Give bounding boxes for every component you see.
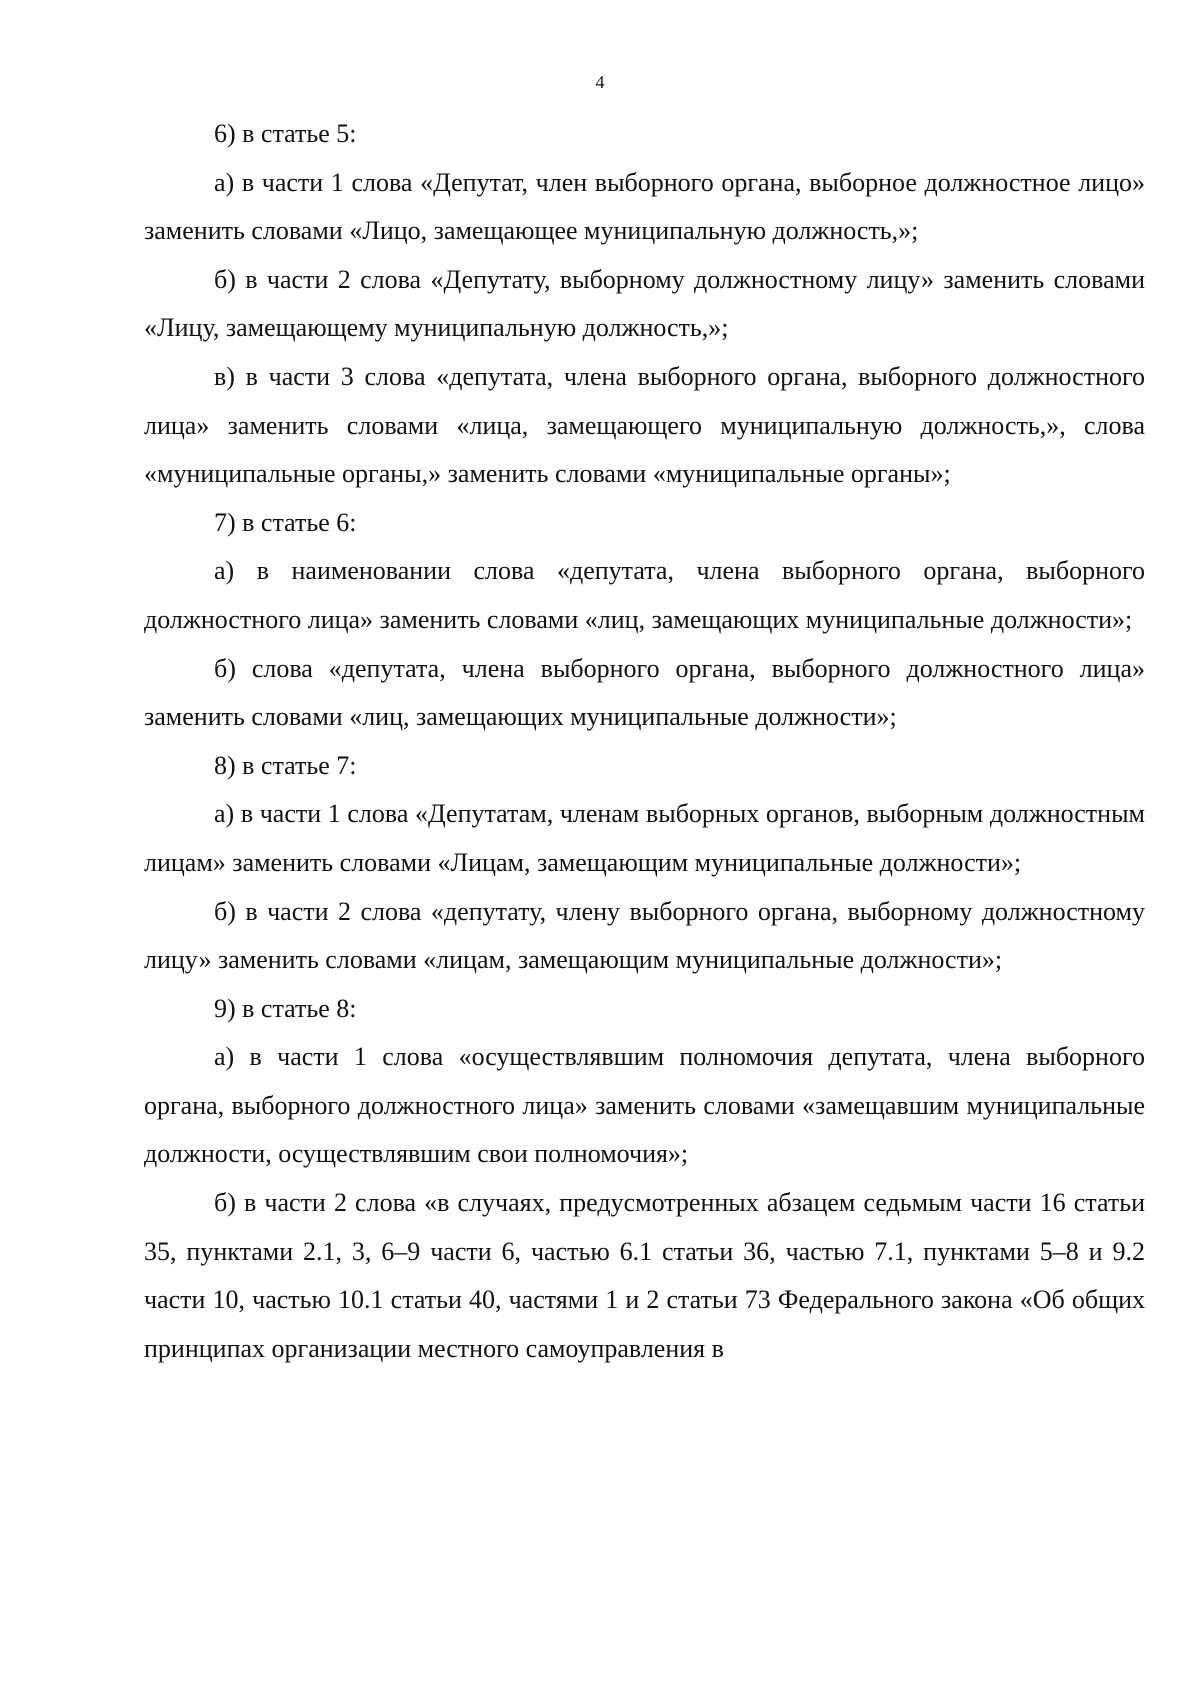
item-8-heading: 8) в статье 7: — [214, 750, 357, 780]
document-body — [144, 110, 1145, 1373]
page-number: 4 — [595, 72, 605, 92]
item-9-heading: 9) в статье 8: — [214, 993, 357, 1023]
item-6-c: в) в части 3 слова «депутата, члена выборного органа, выборного должностного лица» заменить словами «лица, замещающего муниципальную должность,», слова «муниципальные органы,» заменить словами «муниципальные органы»; — [144, 361, 1145, 489]
item-9-a: а) в части 1 слова «осуществлявшим полномочия депутата, члена выборного органа, выборного должностного лица» заменить словами «замещавшим муниципальные должности, осуществлявшим свои полномочия»; — [144, 1042, 1145, 1169]
item-7-b: б) слова «депутата, члена выборного органа, выборного должностного лица» заменить словами «лиц, замещающих муниципальные должности»; — [144, 653, 1145, 732]
item-8-b: б) в части 2 слова «депутату, члену выборного органа, выборному должностному лицу» заменить словами «лицам, замещающим муниципальные должности»; — [144, 896, 1145, 975]
item-7-a: а) в наименовании слова «депутата, члена выборного органа, выборного должностного лица» заменить словами «лиц, замещающих муниципальные должности»; — [144, 556, 1145, 634]
item-6-a: а) в части 1 слова «Депутат, член выборного органа, выборное должностное лицо» заменить словами «Лицо, замещающее муниципальную должность,»; — [144, 167, 1145, 246]
item-8-a: а) в части 1 слова «Депутатам, членам выборных органов, выборным должностным лицам» заменить словами «Лицам, замещающим муниципальные должности»; — [144, 799, 1145, 877]
item-7-heading: 7) в статье 6: — [214, 507, 357, 537]
item-6-heading: 6) в статье 5: — [214, 119, 357, 148]
item-6-b: б) в части 2 слова «Депутату, выборному должностному лицу» заменить словами «Лицу, замещающему муниципальную должность,»; — [144, 264, 1145, 343]
item-9-b: б) в части 2 слова «в случаях, предусмотренных абзацем седьмым части 16 статьи 35, пунктами 2.1, 3, 6–9 части 6, частью 6.1 статьи 36, частью 7.1, пунктами 5–8 и 9.2 части 10, частью 10.1 статьи 40, частями 1 и 2 статьи 73 Федерального закона «Об общих принципах организации местного самоуправления в — [144, 1188, 1145, 1363]
